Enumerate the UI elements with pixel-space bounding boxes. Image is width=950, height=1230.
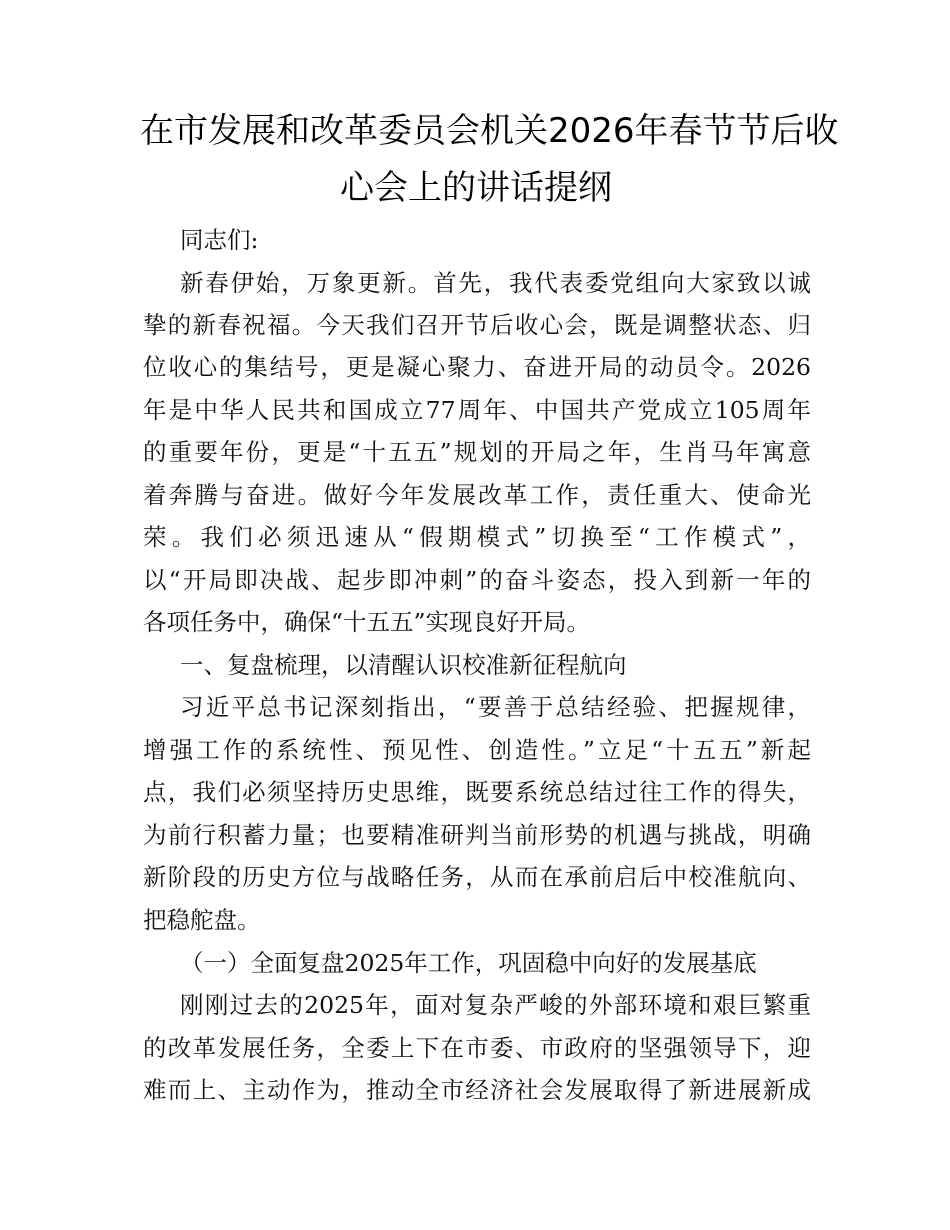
- body-text-line: 为前行积蓄力量；也要精准研判当前形势的机遇与挑战，明确: [143, 821, 811, 849]
- body-text-line: 位收心的集结号，更是凝心聚力、奋进开局的动员令。2026: [143, 353, 811, 381]
- body-text-line: 把稳舵盘。: [143, 906, 261, 934]
- section-heading: 一、复盘梳理，以清醒认识校准新征程航向: [180, 651, 627, 679]
- body-text-line: 着奔腾与奋进。做好今年发展改革工作，责任重大、使命光: [143, 481, 811, 509]
- body-text-line: 年是中华人民共和国成立77周年、中国共产党成立105周年: [143, 396, 811, 424]
- body-text-line: 各项任务中，确保“十五五”实现良好开局。: [143, 608, 591, 636]
- body-text-line: 刚刚过去的2025年，面对复杂严峻的外部环境和艰巨繁重: [180, 991, 811, 1019]
- body-text-line: 以“开局即决战、起步即冲刺”的奋斗姿态，投入到新一年的: [143, 566, 811, 594]
- body-text-line: 的改革发展任务，全委上下在市委、市政府的坚强领导下，迎: [143, 1034, 811, 1062]
- body-text-line: 难而上、主动作为，推动全市经济社会发展取得了新进展新成: [143, 1076, 811, 1104]
- body-text-line: 的重要年份，更是“十五五”规划的开局之年，生肖马年寓意: [143, 438, 811, 466]
- body-text-line: 习近平总书记深刻指出，“要善于总结经验、把握规律，: [180, 693, 811, 721]
- body-text-line: 新阶段的历史方位与战略任务，从而在承前启后中校准航向、: [143, 863, 811, 891]
- document-title-line-1: 在市发展和改革委员会机关2026年春节节后收: [140, 111, 839, 151]
- salutation-line: 同志们:: [180, 226, 259, 254]
- body-text-line: 荣。我们必须迅速从“假期模式”切换至“工作模式”，: [143, 523, 811, 551]
- body-text-line: 点，我们必须坚持历史思维，既要系统总结过往工作的得失，: [143, 778, 811, 806]
- body-text-line: 新春伊始，万象更新。首先，我代表委党组向大家致以诚: [180, 269, 811, 297]
- subsection-heading: （一）全面复盘2025年工作，巩固稳中向好的发展基底: [180, 949, 757, 977]
- body-text-line: 增强工作的系统性、预见性、创造性。”立足“十五五”新起: [143, 736, 811, 764]
- document-title-line-2: 心会上的讲话提纲: [340, 168, 612, 208]
- body-text-line: 挚的新春祝福。今天我们召开节后收心会，既是调整状态、归: [143, 311, 811, 339]
